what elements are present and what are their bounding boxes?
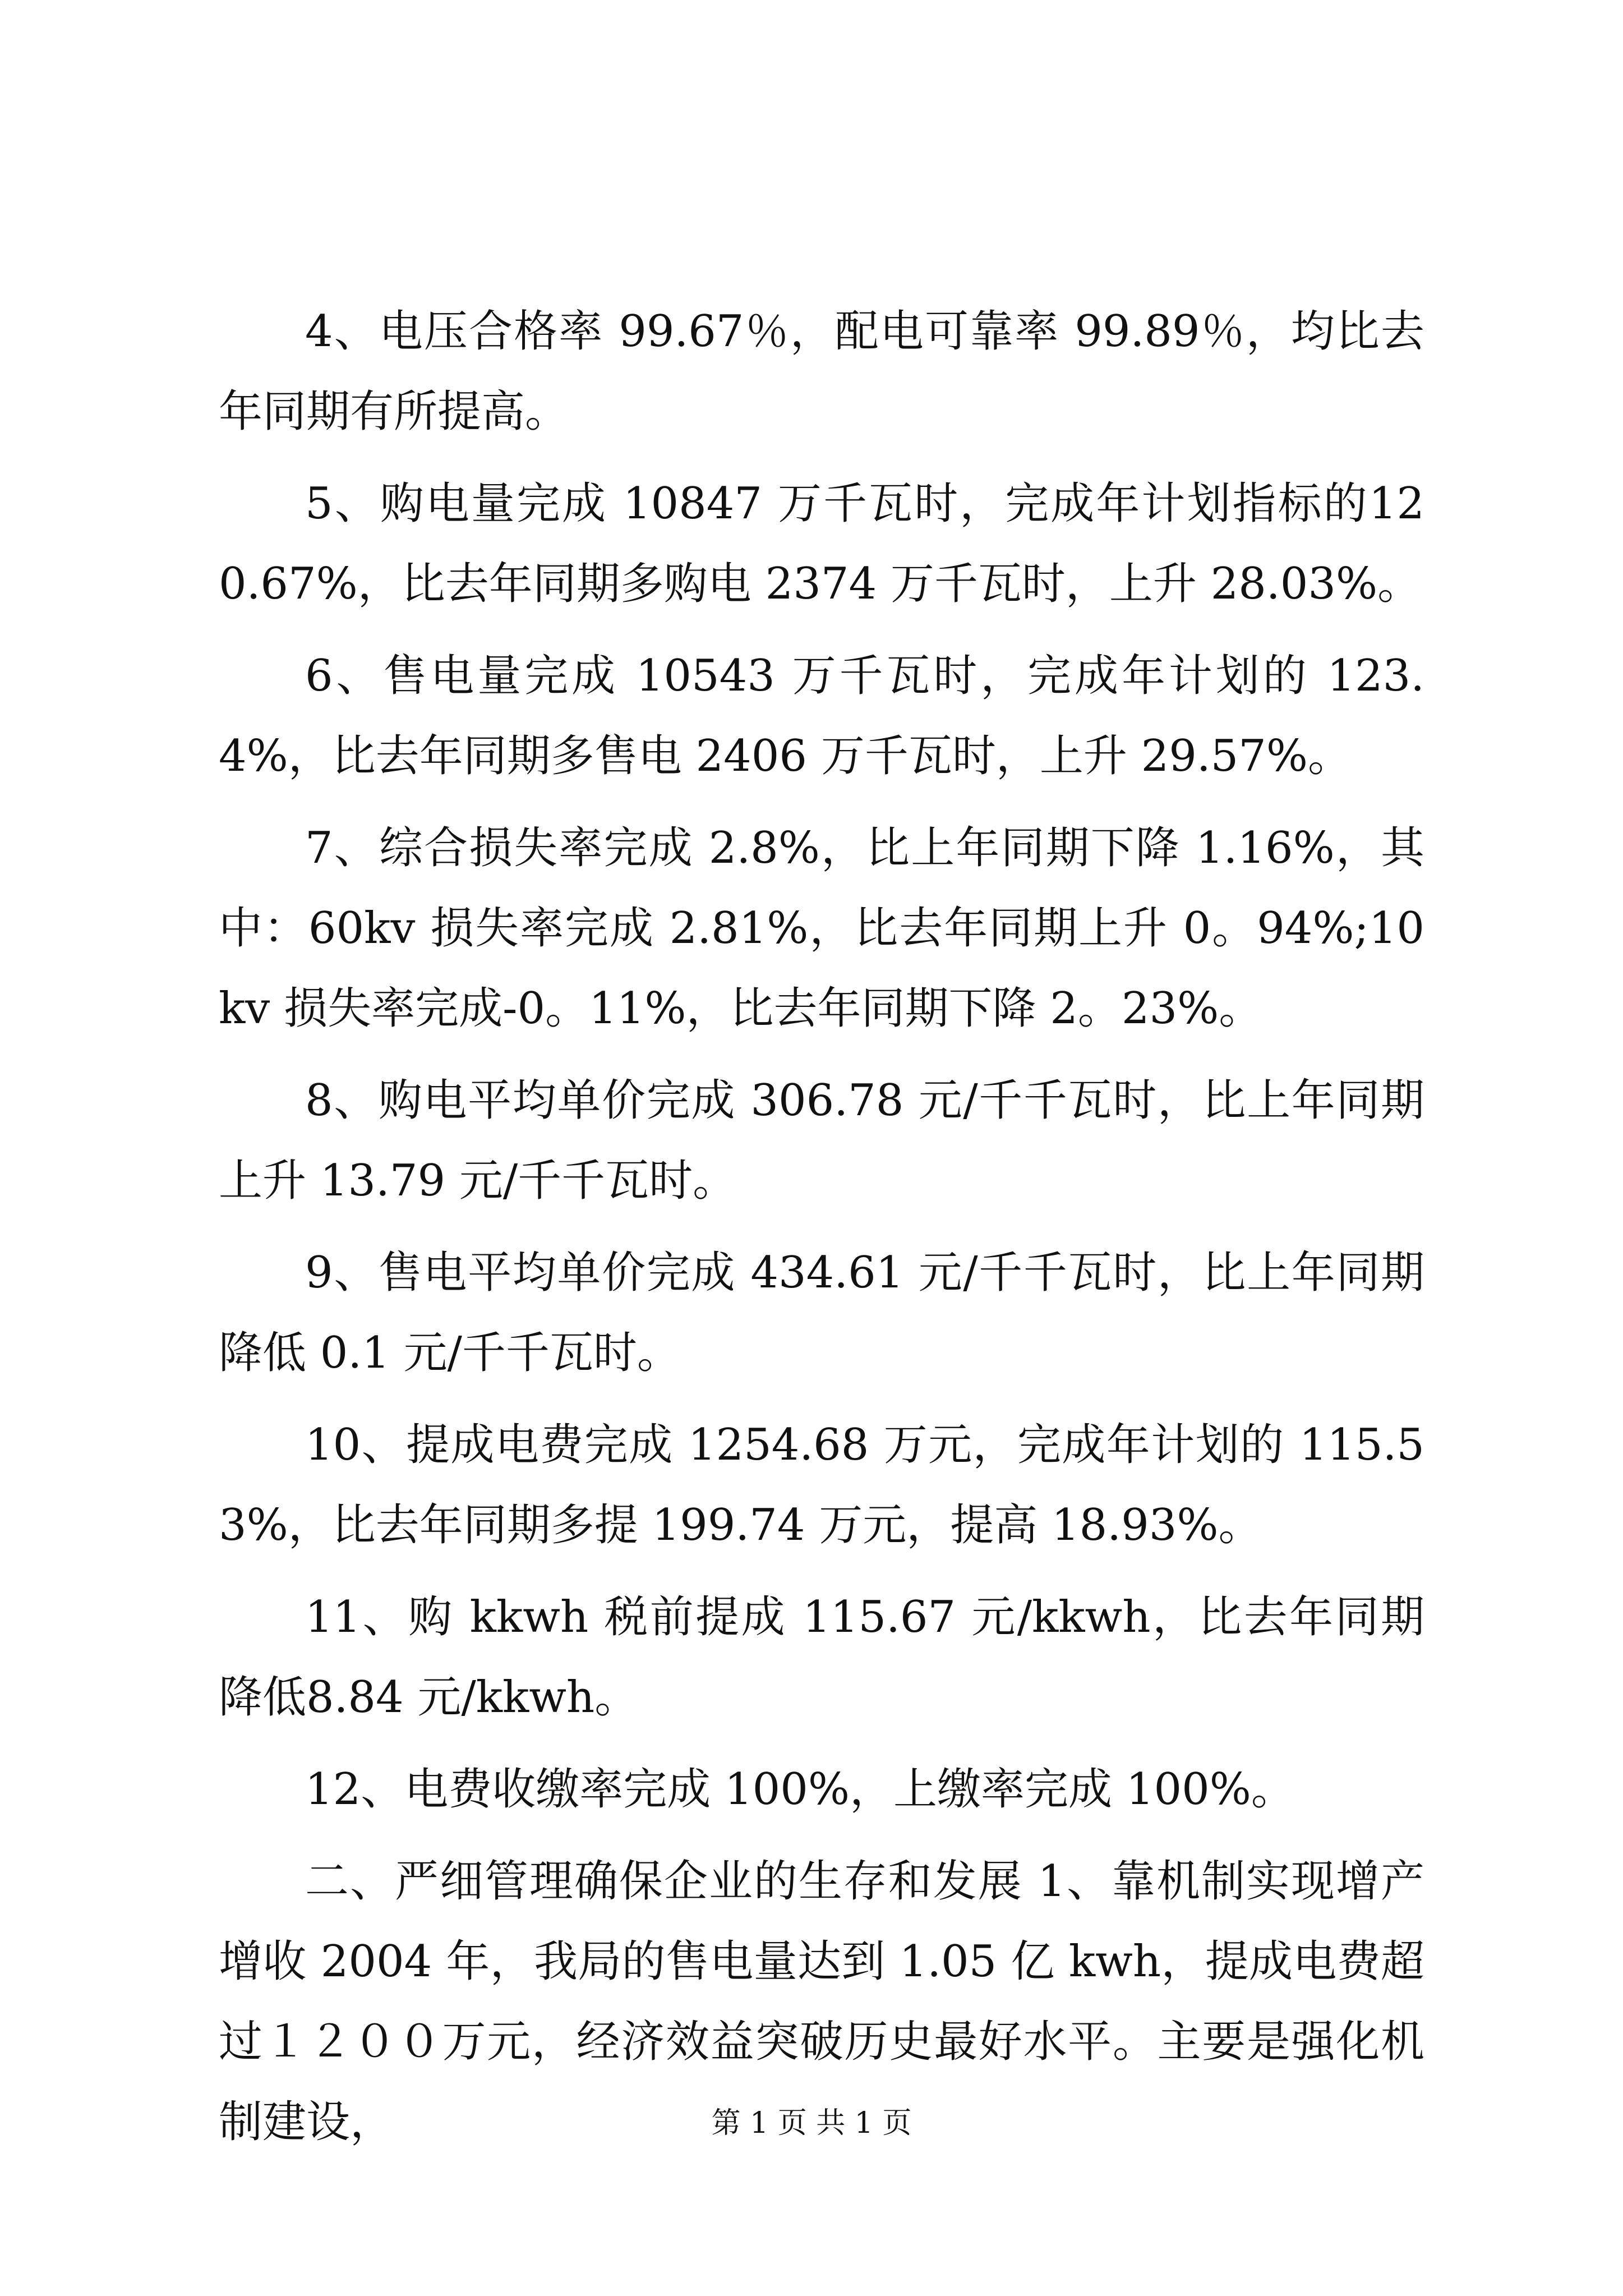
paragraph-item-9: 9、售电平均单价完成 434.61 元/千千瓦时，比上年同期降低 0.1 元/千千瓦时。 [219,1248,1424,1378]
paragraph-item-10: 10、提成电费完成 1254.68 万元，完成年计划的 115.53%，比去年同期多提 199.74 万元，提高 18.93%。 [219,1420,1424,1550]
paragraph-item-8: 8、购电平均单价完成 306.78 元/千千瓦时，比上年同期上升 13.79 元/千千瓦时。 [219,1075,1424,1206]
paragraph-section-two: 二、严细管理确保企业的生存和发展 1、靠机制实现增产增收 2004 年，我局的售电量达到 1.05 亿 kwh，提成电费超过１２００万元，经济效益突破历史最好水平。主要是强化机制建设， [219,1856,1424,2147]
page-footer: 第 1 页 共 1 页 [711,2106,912,2140]
paragraph-item-4: 4、电压合格率 99.67％，配电可靠率 99.89％，均比去年同期有所提高。 [219,306,1424,437]
paragraph-item-11: 11、购 kkwh 税前提成 115.67 元/kkwh，比去年同期降低8.84 元/kkwh。 [219,1592,1424,1723]
paragraph-item-7: 7、综合损失率完成 2.8%，比上年同期下降 1.16%，其中：60kv 损失率完成 2.81%，比去年同期上升 0。94%;10kv 损失率完成-0。11%，比去年同期下降 2。23%。 [219,823,1424,1034]
paragraph-item-12: 12、电费收缴率完成 100%，上缴率完成 100%。 [305,1764,1295,1815]
document-body [219,292,1424,2174]
paragraph-item-6: 6、售电量完成 10543 万千瓦时，完成年计划的 123.4%，比去年同期多售电 2406 万千瓦时，上升 29.57%。 [219,651,1424,781]
paragraph-item-5: 5、购电量完成 10847 万千瓦时，完成年计划指标的120.67%，比去年同期多购电 2374 万千瓦时，上升 28.03%。 [219,478,1424,609]
